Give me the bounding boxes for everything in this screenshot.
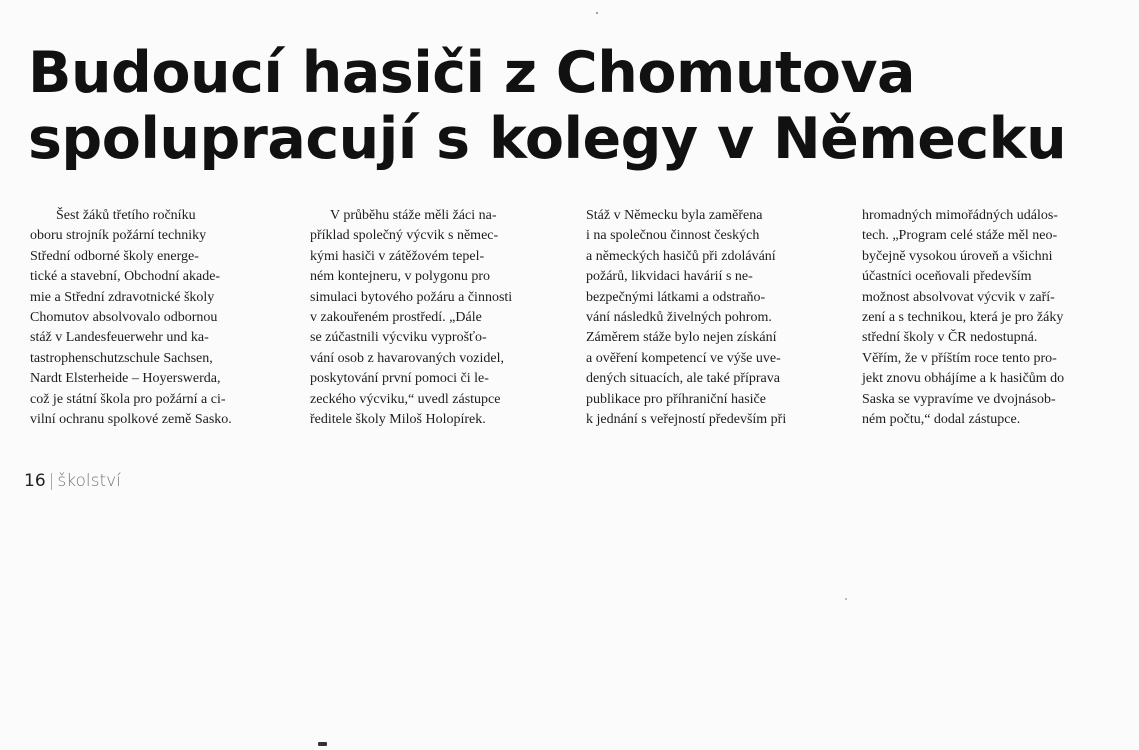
article-headline: [28, 40, 1128, 172]
text-line: Záměrem stáže bylo nejen získání: [586, 330, 777, 346]
text-line: tastrophenschutzschule Sachsen,: [30, 350, 213, 366]
text-line: ném kontejneru, v polygonu pro: [310, 269, 491, 285]
text-line: možnost absolvovat výcvik v zaří-: [862, 289, 1055, 305]
text-line: poskytování první pomoci či le-: [310, 371, 489, 387]
text-line: tické a stavební, Obchodní akade-: [30, 269, 221, 285]
text-line: bezpečnými látkami a odstraňo-: [586, 289, 766, 305]
text-line: jekt znovu obhájíme a k hasičům do: [862, 371, 1065, 387]
text-line: účastníci oceňovali především: [862, 269, 1032, 285]
text-line: k jednání s veřejností především při: [586, 412, 787, 428]
text-line: dených situacích, ale také příprava: [586, 371, 780, 387]
footer-separator: |: [48, 471, 55, 491]
text-line: v zakouřeném prostředí. „Dále: [310, 310, 482, 326]
scan-speck: [596, 12, 598, 14]
text-line: Stáž v Německu byla zaměřena: [586, 208, 763, 223]
headline-line-1: Budoucí hasiči z Chomutova: [28, 40, 916, 106]
text-line: a ověření kompetencí ve výše uve-: [586, 350, 781, 366]
text-line: což je státní škola pro požární a ci-: [30, 391, 226, 407]
text-line: vání osob z havarovaných vozidel,: [310, 350, 504, 366]
text-line: ném počtu,“ dodal zástupce.: [862, 412, 1021, 428]
text-line: zení a s technikou, která je pro žáky: [862, 310, 1064, 326]
text-line: a německých hasičů při zdolávání: [586, 248, 776, 264]
text-line: se zúčastnili výcviku vyprošťo-: [310, 330, 487, 346]
headline-line-2: spolupracují s kolegy v Německu: [28, 106, 1067, 172]
text-line: Věřím, že v příštím roce tento pro-: [862, 350, 1057, 366]
text-line: Nardt Elsterheide – Hoyerswerda,: [30, 371, 221, 387]
scan-speck: [318, 742, 327, 746]
text-line: byčejně vysokou úroveň a všichni: [862, 248, 1053, 264]
section-name: školství: [57, 471, 121, 491]
article-column-1: [30, 206, 292, 430]
text-line: Saska se vypravíme ve dvojnásob-: [862, 391, 1056, 407]
article-column-2: [310, 206, 572, 430]
text-line: kými hasiči v zátěžovém tepel-: [310, 248, 485, 264]
text-line: V průběhu stáže měli žáci na-: [330, 208, 497, 223]
text-line: tech. „Program celé stáže měl neo-: [862, 228, 1058, 244]
text-line: i na společnou činnost českých: [586, 228, 760, 244]
text-line: Chomutov absolvovalo odbornou: [30, 310, 218, 326]
text-line: vilní ochranu spolkové země Sasko.: [30, 412, 232, 428]
text-line: simulaci bytového požáru a činnosti: [310, 289, 513, 305]
article-column-4: [862, 206, 1124, 430]
page-number: 16: [24, 471, 46, 491]
text-line: publikace pro příhraniční hasiče: [586, 391, 766, 407]
text-line: Šest žáků třetího ročníku: [56, 208, 196, 223]
text-line: příklad společný výcvik s němec-: [310, 228, 499, 244]
scan-speck: [845, 598, 847, 600]
text-line: hromadných mimořádných událos-: [862, 208, 1058, 223]
page-footer: [24, 471, 121, 491]
text-line: zeckého výcviku,“ uvedl zástupce: [310, 391, 501, 407]
text-line: oboru strojník požární techniky: [30, 228, 207, 244]
text-line: vání následků živelných pohrom.: [586, 310, 772, 326]
text-line: střední školy v ČR nedostupná.: [862, 330, 1038, 346]
text-line: stáž v Landesfeuerwehr und ka-: [30, 330, 209, 346]
text-line: mie a Střední zdravotnické školy: [30, 289, 215, 305]
text-line: požárů, likvidaci havárií s ne-: [586, 269, 753, 285]
article-column-3: [586, 206, 848, 430]
text-line: ředitele školy Miloš Holopírek.: [310, 412, 486, 428]
text-line: Střední odborné školy energe-: [30, 248, 199, 264]
